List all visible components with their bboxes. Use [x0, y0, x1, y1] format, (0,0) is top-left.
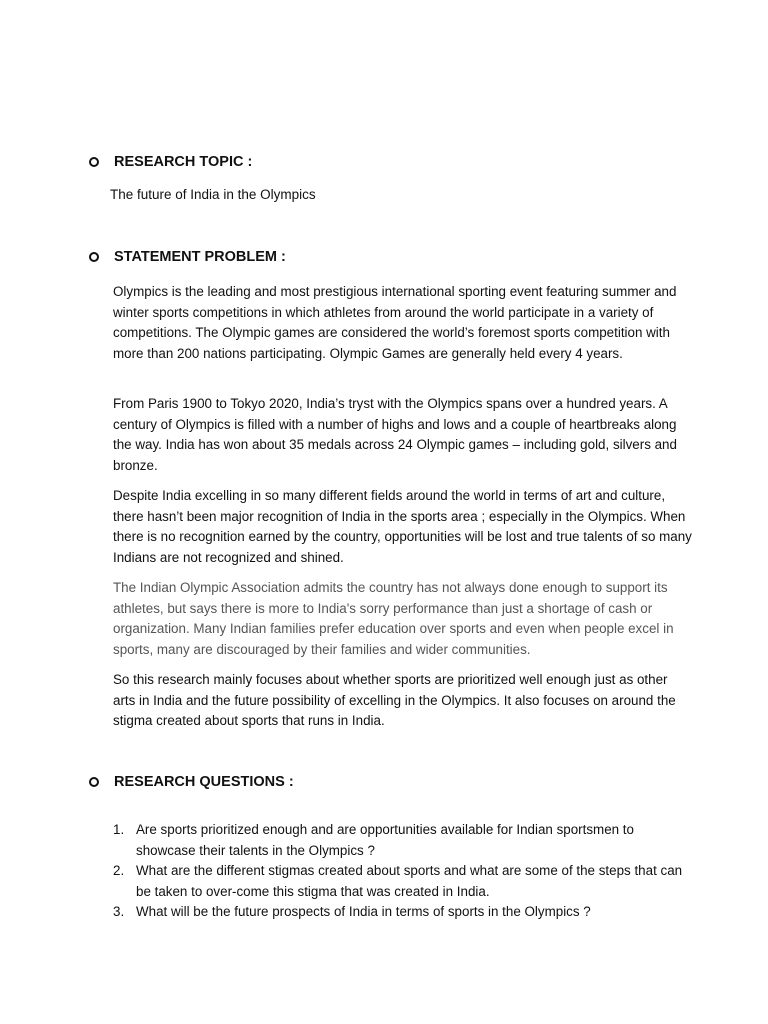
statement-paragraph: So this research mainly focuses about whether sports are prioritized well enough just as other arts in India and the future possibility of excelling in the Olympics. It also focuses on around the stigma created about sports that runs in India.: [113, 672, 676, 728]
statement-problem-heading: [88, 249, 286, 265]
circle-bullet-icon: [89, 777, 99, 787]
question-number: 1.: [113, 822, 125, 837]
research-questions-list: [113, 820, 693, 923]
question-number: 3.: [113, 904, 125, 919]
statement-problem-heading-text: STATEMENT PROBLEM :: [114, 249, 286, 265]
list-item: [113, 820, 693, 861]
question-text: Are sports prioritized enough and are opportunities available for Indian sportsmen to showcase their talents in the Olympics ?: [136, 822, 634, 858]
research-topic-heading-text: RESEARCH TOPIC :: [114, 154, 253, 170]
statement-paragraph: Despite India excelling in so many different fields around the world in terms of art and culture, there hasn’t been major recognition of India in the sports area ; especially in the Olympics. When there is no recognition earned by the country, opportunities will be lost and true talents of so many Indians are not recognized and shined.: [113, 488, 692, 565]
circle-bullet-icon: [89, 252, 99, 262]
research-topic-text: The future of India in the Olympics: [110, 187, 316, 202]
statement-paragraph: From Paris 1900 to Tokyo 2020, India’s tryst with the Olympics spans over a hundred years. A century of Olympics is filled with a number of highs and lows and a couple of heartbreaks along the way. India has won about 35 medals across 24 Olympic games – including gold, silvers and bronze.: [113, 396, 677, 473]
statement-paragraph-quote: The Indian Olympic Association admits the country has not always done enough to support its athletes, but says there is more to India's sorry performance than just a shortage of cash or organization. Many Indian families prefer education over sports and even when people excel in sports, many are discouraged by their families and wider communities.: [113, 580, 674, 657]
statement-paragraph: Olympics is the leading and most prestigious international sporting event featuring summer and winter sports competitions in which athletes from around the world participate in a variety of competitions. The Olympic games are considered the world’s foremost sports competition with more than 200 nations participating. Olympic Games are generally held every 4 years.: [113, 284, 677, 361]
research-questions-heading: [88, 774, 294, 790]
research-topic-heading: [88, 154, 252, 170]
list-item: [113, 861, 693, 902]
question-text: What are the different stigmas created about sports and what are some of the steps that can be taken to over-come this stigma that was created in India.: [136, 863, 683, 899]
circle-bullet-icon: [89, 157, 99, 167]
question-number: 2.: [113, 863, 125, 878]
research-questions-heading-text: RESEARCH QUESTIONS :: [114, 774, 294, 790]
list-item: [113, 902, 693, 923]
question-text: What will be the future prospects of India in terms of sports in the Olympics ?: [136, 904, 591, 919]
